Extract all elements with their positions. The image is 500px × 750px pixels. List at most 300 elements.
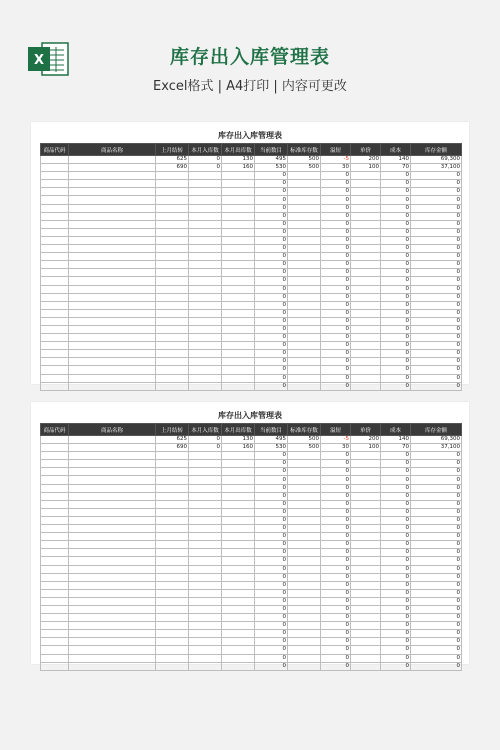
table-cell[interactable]: 0 [189, 164, 222, 172]
table-cell[interactable]: 130 [222, 156, 255, 164]
table-cell[interactable]: 0 [381, 500, 411, 508]
table-cell[interactable] [288, 358, 321, 366]
table-cell[interactable] [351, 476, 381, 484]
table-cell[interactable]: 0 [411, 188, 462, 196]
table-cell[interactable] [288, 541, 321, 549]
table-cell[interactable]: 0 [411, 484, 462, 492]
table-cell[interactable] [41, 293, 69, 301]
table-cell[interactable]: 0 [381, 541, 411, 549]
table-cell[interactable]: 0 [321, 285, 351, 293]
table-cell[interactable] [288, 325, 321, 333]
table-cell[interactable] [156, 597, 189, 605]
table-cell[interactable] [156, 557, 189, 565]
table-cell[interactable] [288, 533, 321, 541]
table-cell[interactable] [69, 342, 156, 350]
table-cell[interactable] [288, 236, 321, 244]
table-cell[interactable]: 0 [381, 196, 411, 204]
table-cell[interactable] [69, 516, 156, 524]
table-cell[interactable]: 0 [321, 374, 351, 382]
table-cell[interactable] [41, 245, 69, 253]
table-cell[interactable] [222, 334, 255, 342]
table-cell[interactable]: 0 [321, 654, 351, 662]
table-cell[interactable] [189, 589, 222, 597]
table-cell[interactable] [189, 654, 222, 662]
table-cell[interactable]: 500 [288, 436, 321, 444]
table-cell[interactable]: 0 [321, 476, 351, 484]
table-cell[interactable] [189, 622, 222, 630]
table-cell[interactable] [189, 342, 222, 350]
table-cell[interactable] [41, 622, 69, 630]
table-cell[interactable]: 0 [381, 557, 411, 565]
table-cell[interactable]: 0 [321, 500, 351, 508]
table-cell[interactable] [41, 444, 69, 452]
table-cell[interactable]: 0 [255, 350, 288, 358]
table-cell[interactable]: 0 [411, 662, 462, 670]
table-cell[interactable] [351, 622, 381, 630]
table-cell[interactable] [351, 533, 381, 541]
table-cell[interactable]: 0 [381, 646, 411, 654]
table-cell[interactable]: 0 [321, 484, 351, 492]
table-cell[interactable] [288, 654, 321, 662]
table-cell[interactable] [156, 309, 189, 317]
table-cell[interactable] [156, 452, 189, 460]
table-cell[interactable]: 0 [255, 492, 288, 500]
table-cell[interactable]: 0 [411, 196, 462, 204]
table-cell[interactable] [41, 342, 69, 350]
table-cell[interactable] [222, 366, 255, 374]
table-cell[interactable]: 0 [321, 236, 351, 244]
table-cell[interactable]: 0 [255, 460, 288, 468]
table-cell[interactable] [156, 638, 189, 646]
table-cell[interactable] [41, 573, 69, 581]
table-cell[interactable] [351, 204, 381, 212]
table-cell[interactable]: 0 [381, 476, 411, 484]
table-cell[interactable] [69, 188, 156, 196]
table-cell[interactable] [288, 253, 321, 261]
table-cell[interactable]: 37,100 [411, 444, 462, 452]
table-cell[interactable]: 0 [255, 557, 288, 565]
table-cell[interactable] [222, 549, 255, 557]
table-cell[interactable]: 0 [321, 662, 351, 670]
table-cell[interactable]: 0 [255, 236, 288, 244]
table-cell[interactable] [189, 581, 222, 589]
table-cell[interactable]: 0 [411, 573, 462, 581]
table-cell[interactable]: 0 [411, 309, 462, 317]
table-cell[interactable] [351, 508, 381, 516]
table-cell[interactable]: 0 [255, 565, 288, 573]
table-cell[interactable] [351, 188, 381, 196]
table-cell[interactable] [41, 285, 69, 293]
table-cell[interactable] [351, 350, 381, 358]
table-cell[interactable] [189, 277, 222, 285]
table-cell[interactable]: 0 [321, 342, 351, 350]
table-cell[interactable] [69, 293, 156, 301]
table-cell[interactable] [288, 662, 321, 670]
table-cell[interactable] [189, 605, 222, 613]
table-cell[interactable]: 0 [321, 468, 351, 476]
table-cell[interactable] [156, 366, 189, 374]
table-cell[interactable] [41, 436, 69, 444]
table-cell[interactable]: 69,300 [411, 156, 462, 164]
table-cell[interactable]: 0 [411, 460, 462, 468]
table-cell[interactable] [156, 334, 189, 342]
table-cell[interactable] [156, 382, 189, 390]
table-cell[interactable] [189, 508, 222, 516]
table-cell[interactable]: 0 [255, 525, 288, 533]
table-cell[interactable] [69, 573, 156, 581]
table-cell[interactable] [156, 589, 189, 597]
table-cell[interactable] [288, 622, 321, 630]
table-cell[interactable] [41, 654, 69, 662]
table-cell[interactable] [69, 557, 156, 565]
table-cell[interactable] [288, 180, 321, 188]
table-cell[interactable] [288, 277, 321, 285]
table-cell[interactable] [189, 646, 222, 654]
table-cell[interactable] [69, 180, 156, 188]
table-cell[interactable]: 625 [156, 436, 189, 444]
table-cell[interactable] [156, 204, 189, 212]
table-cell[interactable]: 0 [255, 662, 288, 670]
table-cell[interactable]: 0 [255, 188, 288, 196]
table-cell[interactable] [69, 452, 156, 460]
table-cell[interactable] [222, 196, 255, 204]
table-cell[interactable]: 0 [411, 541, 462, 549]
table-cell[interactable]: 0 [381, 325, 411, 333]
table-cell[interactable]: 0 [321, 277, 351, 285]
table-cell[interactable]: 0 [321, 622, 351, 630]
table-cell[interactable] [156, 614, 189, 622]
table-cell[interactable]: 0 [411, 614, 462, 622]
table-cell[interactable] [156, 236, 189, 244]
table-cell[interactable] [222, 484, 255, 492]
table-cell[interactable] [189, 245, 222, 253]
table-cell[interactable] [156, 549, 189, 557]
table-cell[interactable] [351, 334, 381, 342]
table-cell[interactable] [288, 460, 321, 468]
table-cell[interactable]: 0 [381, 212, 411, 220]
table-cell[interactable] [288, 500, 321, 508]
table-cell[interactable] [41, 164, 69, 172]
table-cell[interactable] [351, 638, 381, 646]
table-cell[interactable]: 0 [189, 444, 222, 452]
table-cell[interactable]: 0 [381, 236, 411, 244]
table-cell[interactable] [41, 350, 69, 358]
table-cell[interactable] [351, 557, 381, 565]
table-cell[interactable] [288, 293, 321, 301]
table-cell[interactable]: 0 [381, 309, 411, 317]
table-cell[interactable]: 0 [411, 638, 462, 646]
table-cell[interactable]: 0 [321, 541, 351, 549]
table-cell[interactable] [69, 460, 156, 468]
table-cell[interactable] [222, 508, 255, 516]
table-cell[interactable]: 0 [321, 452, 351, 460]
table-cell[interactable] [288, 374, 321, 382]
table-cell[interactable]: 0 [321, 565, 351, 573]
table-cell[interactable]: 0 [255, 630, 288, 638]
table-cell[interactable]: 625 [156, 156, 189, 164]
table-cell[interactable] [351, 236, 381, 244]
table-cell[interactable] [288, 614, 321, 622]
table-cell[interactable]: 0 [321, 492, 351, 500]
table-cell[interactable]: 37,100 [411, 164, 462, 172]
table-cell[interactable] [351, 301, 381, 309]
table-cell[interactable] [351, 597, 381, 605]
table-cell[interactable] [288, 452, 321, 460]
table-cell[interactable] [351, 565, 381, 573]
table-cell[interactable] [222, 350, 255, 358]
table-cell[interactable] [41, 277, 69, 285]
table-cell[interactable] [41, 317, 69, 325]
table-cell[interactable] [41, 581, 69, 589]
table-cell[interactable] [156, 188, 189, 196]
table-cell[interactable] [189, 350, 222, 358]
table-cell[interactable] [351, 342, 381, 350]
table-cell[interactable] [222, 374, 255, 382]
table-cell[interactable]: 0 [321, 614, 351, 622]
table-cell[interactable] [288, 228, 321, 236]
table-cell[interactable]: 0 [255, 484, 288, 492]
table-cell[interactable]: 0 [255, 342, 288, 350]
table-cell[interactable] [222, 638, 255, 646]
table-cell[interactable] [288, 638, 321, 646]
table-cell[interactable] [189, 317, 222, 325]
table-cell[interactable] [222, 236, 255, 244]
table-cell[interactable]: 0 [321, 366, 351, 374]
table-cell[interactable]: 0 [255, 581, 288, 589]
table-cell[interactable] [189, 484, 222, 492]
table-cell[interactable] [69, 350, 156, 358]
table-cell[interactable] [156, 245, 189, 253]
table-cell[interactable]: 0 [321, 605, 351, 613]
table-cell[interactable]: 0 [321, 573, 351, 581]
table-cell[interactable] [69, 646, 156, 654]
table-cell[interactable]: 0 [189, 156, 222, 164]
table-cell[interactable]: 0 [411, 525, 462, 533]
table-cell[interactable] [222, 533, 255, 541]
table-cell[interactable] [351, 358, 381, 366]
table-cell[interactable] [41, 220, 69, 228]
table-cell[interactable]: 0 [411, 301, 462, 309]
table-cell[interactable] [222, 605, 255, 613]
table-cell[interactable] [189, 500, 222, 508]
table-cell[interactable] [288, 245, 321, 253]
table-cell[interactable] [222, 293, 255, 301]
table-cell[interactable]: 0 [255, 277, 288, 285]
table-cell[interactable] [288, 261, 321, 269]
table-cell[interactable]: 0 [255, 638, 288, 646]
table-cell[interactable]: 0 [255, 382, 288, 390]
table-cell[interactable]: 0 [255, 597, 288, 605]
table-cell[interactable] [189, 573, 222, 581]
table-cell[interactable]: 0 [321, 245, 351, 253]
table-cell[interactable] [69, 212, 156, 220]
table-cell[interactable]: 140 [381, 436, 411, 444]
table-cell[interactable]: 0 [411, 597, 462, 605]
table-cell[interactable] [222, 492, 255, 500]
table-cell[interactable] [222, 277, 255, 285]
table-cell[interactable] [288, 557, 321, 565]
table-cell[interactable]: 0 [381, 573, 411, 581]
table-cell[interactable] [69, 630, 156, 638]
table-cell[interactable] [222, 172, 255, 180]
table-cell[interactable]: 0 [411, 212, 462, 220]
table-cell[interactable]: 0 [381, 654, 411, 662]
table-cell[interactable] [222, 382, 255, 390]
table-cell[interactable]: 0 [321, 460, 351, 468]
table-cell[interactable] [189, 325, 222, 333]
table-cell[interactable]: 0 [381, 492, 411, 500]
table-cell[interactable]: 0 [321, 261, 351, 269]
table-cell[interactable]: 0 [255, 541, 288, 549]
table-cell[interactable] [156, 476, 189, 484]
table-cell[interactable] [351, 614, 381, 622]
table-cell[interactable]: 0 [381, 508, 411, 516]
table-cell[interactable]: 0 [255, 654, 288, 662]
table-cell[interactable] [288, 285, 321, 293]
table-cell[interactable] [288, 196, 321, 204]
table-cell[interactable] [69, 581, 156, 589]
table-cell[interactable]: 0 [321, 196, 351, 204]
table-cell[interactable]: 0 [411, 468, 462, 476]
table-cell[interactable] [41, 460, 69, 468]
table-cell[interactable] [189, 541, 222, 549]
table-cell[interactable] [41, 269, 69, 277]
table-cell[interactable]: 0 [255, 358, 288, 366]
table-cell[interactable] [41, 492, 69, 500]
table-cell[interactable] [351, 492, 381, 500]
table-cell[interactable] [189, 269, 222, 277]
table-cell[interactable] [41, 614, 69, 622]
table-cell[interactable]: 0 [321, 325, 351, 333]
table-cell[interactable]: 0 [411, 277, 462, 285]
table-cell[interactable] [351, 228, 381, 236]
table-cell[interactable] [189, 253, 222, 261]
table-cell[interactable] [69, 597, 156, 605]
table-cell[interactable]: 0 [381, 253, 411, 261]
table-cell[interactable] [222, 460, 255, 468]
table-cell[interactable] [288, 269, 321, 277]
table-cell[interactable] [288, 342, 321, 350]
table-cell[interactable] [41, 484, 69, 492]
table-cell[interactable]: 0 [255, 366, 288, 374]
table-cell[interactable] [69, 444, 156, 452]
table-cell[interactable] [288, 309, 321, 317]
table-cell[interactable]: 0 [321, 549, 351, 557]
table-cell[interactable] [189, 492, 222, 500]
table-cell[interactable]: 0 [255, 468, 288, 476]
table-cell[interactable]: 0 [411, 285, 462, 293]
table-cell[interactable]: -5 [321, 156, 351, 164]
table-cell[interactable] [156, 350, 189, 358]
table-cell[interactable]: 0 [321, 309, 351, 317]
table-cell[interactable]: 0 [321, 508, 351, 516]
table-cell[interactable] [41, 516, 69, 524]
table-cell[interactable] [41, 533, 69, 541]
table-cell[interactable]: 0 [381, 484, 411, 492]
table-cell[interactable]: 0 [255, 533, 288, 541]
table-cell[interactable]: 0 [381, 452, 411, 460]
table-cell[interactable]: 0 [255, 172, 288, 180]
table-cell[interactable] [351, 573, 381, 581]
table-cell[interactable] [69, 525, 156, 533]
table-cell[interactable]: 0 [411, 382, 462, 390]
table-cell[interactable] [189, 452, 222, 460]
table-cell[interactable]: 0 [411, 342, 462, 350]
table-cell[interactable]: 0 [255, 516, 288, 524]
table-cell[interactable]: 0 [381, 533, 411, 541]
table-cell[interactable] [69, 638, 156, 646]
table-cell[interactable]: 0 [321, 204, 351, 212]
table-cell[interactable] [156, 484, 189, 492]
table-cell[interactable]: 0 [255, 508, 288, 516]
table-cell[interactable] [222, 317, 255, 325]
table-cell[interactable] [69, 236, 156, 244]
table-cell[interactable]: 0 [411, 180, 462, 188]
table-cell[interactable] [156, 293, 189, 301]
table-cell[interactable] [288, 468, 321, 476]
table-cell[interactable] [222, 261, 255, 269]
table-cell[interactable]: 0 [411, 605, 462, 613]
table-cell[interactable]: 500 [288, 164, 321, 172]
table-cell[interactable]: 0 [381, 622, 411, 630]
table-cell[interactable]: 0 [321, 358, 351, 366]
table-cell[interactable] [189, 180, 222, 188]
table-cell[interactable] [41, 204, 69, 212]
table-cell[interactable] [156, 460, 189, 468]
table-cell[interactable] [351, 516, 381, 524]
table-cell[interactable] [156, 492, 189, 500]
table-cell[interactable]: 0 [381, 188, 411, 196]
table-cell[interactable]: 0 [411, 204, 462, 212]
table-cell[interactable] [156, 301, 189, 309]
table-cell[interactable] [69, 500, 156, 508]
table-cell[interactable] [189, 630, 222, 638]
table-cell[interactable] [351, 293, 381, 301]
table-cell[interactable] [156, 630, 189, 638]
table-cell[interactable]: 0 [255, 622, 288, 630]
table-cell[interactable]: 0 [411, 220, 462, 228]
table-cell[interactable] [69, 492, 156, 500]
table-cell[interactable] [351, 646, 381, 654]
table-cell[interactable] [189, 374, 222, 382]
table-cell[interactable] [222, 245, 255, 253]
table-cell[interactable] [288, 366, 321, 374]
table-cell[interactable] [156, 605, 189, 613]
table-cell[interactable]: 0 [411, 646, 462, 654]
table-cell[interactable]: 0 [381, 589, 411, 597]
table-cell[interactable] [222, 565, 255, 573]
table-cell[interactable]: 0 [255, 317, 288, 325]
table-cell[interactable] [189, 188, 222, 196]
table-cell[interactable] [351, 261, 381, 269]
table-cell[interactable]: 0 [321, 253, 351, 261]
table-cell[interactable]: 0 [381, 605, 411, 613]
table-cell[interactable] [156, 285, 189, 293]
table-cell[interactable]: 0 [381, 382, 411, 390]
table-cell[interactable] [156, 196, 189, 204]
table-cell[interactable]: 0 [321, 646, 351, 654]
table-cell[interactable]: 0 [189, 436, 222, 444]
table-cell[interactable] [156, 500, 189, 508]
table-cell[interactable] [41, 180, 69, 188]
table-cell[interactable] [41, 309, 69, 317]
table-cell[interactable] [69, 261, 156, 269]
table-cell[interactable] [222, 622, 255, 630]
table-cell[interactable] [222, 358, 255, 366]
table-cell[interactable] [41, 549, 69, 557]
table-cell[interactable] [288, 525, 321, 533]
table-cell[interactable]: 200 [351, 436, 381, 444]
